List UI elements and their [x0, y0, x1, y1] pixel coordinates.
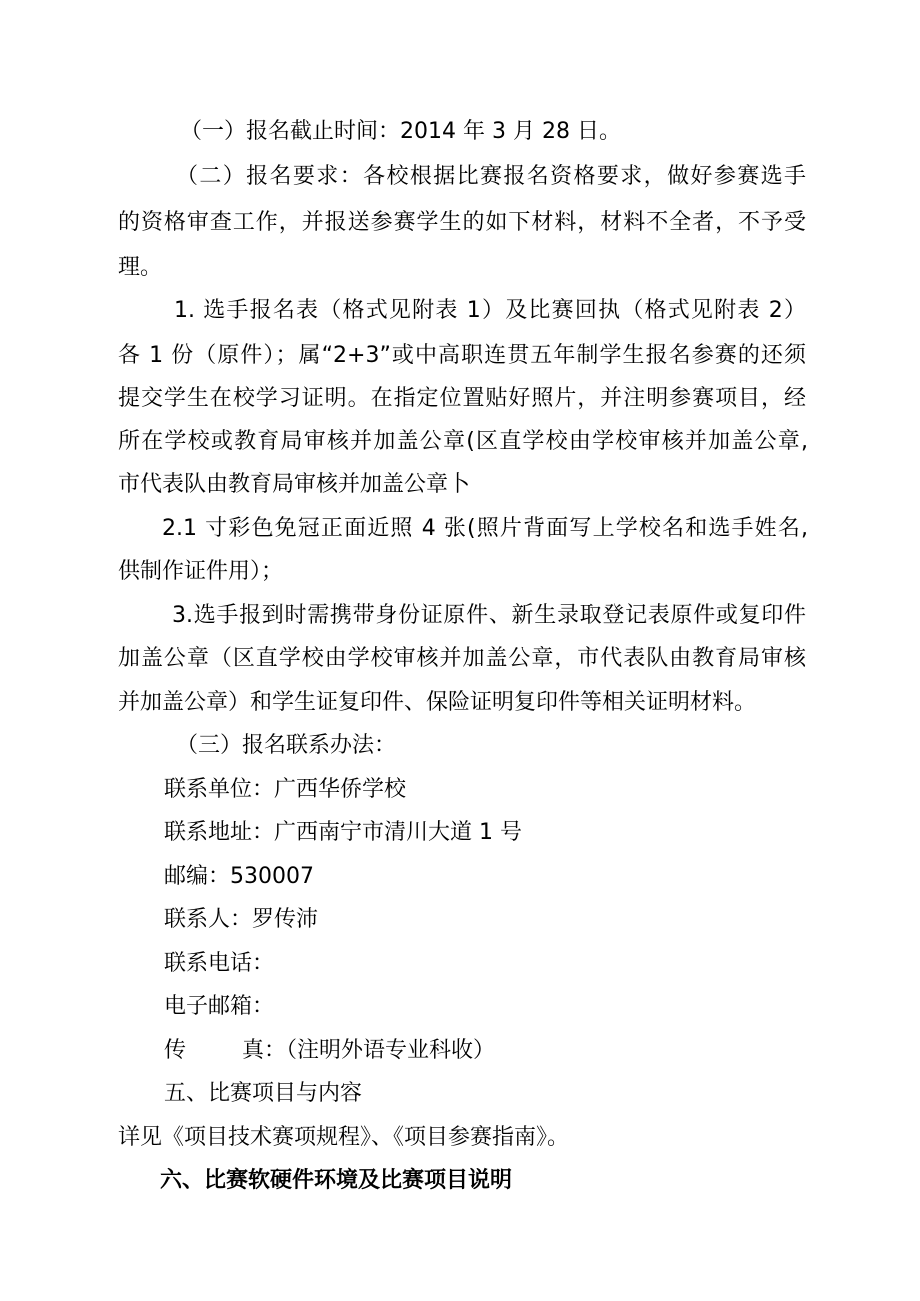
item1-line-3: 提交学生在校学习证明。在指定位置贴好照片，并注明参赛项目，经	[118, 386, 806, 411]
contact-unit: 联系单位：广西华侨学校	[164, 777, 407, 802]
deadline-line: （一）报名截止时间：2014 年 3 月 28 日。	[180, 119, 621, 144]
requirements-line-1: （二）报名要求：各校根据比赛报名资格要求，做好参赛选手	[176, 164, 806, 189]
item3-line-2: 加盖公章（区直学校由学校审核并加盖公章，市代表队由教育局审核	[118, 646, 806, 671]
item3-line-1: 3.选手报到时需携带身份证原件、新生录取登记表原件或复印件	[172, 603, 806, 628]
contact-heading: （三）报名联系办法：	[176, 733, 397, 758]
contact-person: 联系人：罗传沛	[164, 907, 319, 932]
section5-text: 详见《项目技术赛项规程》、《项目参赛指南》。	[118, 1125, 570, 1150]
contact-fax-label-2: 真：（注明外语专业科收）	[242, 1038, 496, 1063]
item2-line-2: 供制作证件用）；	[118, 559, 284, 584]
requirements-line-3: 理。	[118, 255, 163, 280]
item3-line-3: 并加盖公章）和学生证复印件、保险证明复印件等相关证明材料。	[118, 690, 757, 715]
section6-heading: 六、比赛软硬件环境及比赛项目说明	[160, 1168, 513, 1193]
item1-line-5: 市代表队由教育局审核并加盖公章卜	[118, 472, 471, 497]
contact-fax	[164, 1036, 495, 1066]
contact-postcode: 邮编：530007	[164, 864, 314, 889]
requirements-line-2: 的资格审查工作，并报送参赛学生的如下材料，材料不全者，不予受	[118, 210, 806, 235]
contact-phone: 联系电话：	[164, 951, 275, 976]
item1-line-2: 各 1 份（原件）；属“2+3”或中高职连贯五年制学生报名参赛的还须	[118, 343, 806, 368]
section5-heading: 五、比赛项目与内容	[164, 1081, 363, 1106]
contact-fax-label-1: 传	[164, 1038, 187, 1063]
item1-line-4: 所在学校或教育局审核并加盖公章(区直学校由学校审核并加盖公章,	[118, 429, 808, 454]
contact-address: 联系地址：广西南宁市清川大道 1 号	[164, 820, 522, 845]
contact-email: 电子邮箱：	[164, 994, 275, 1019]
item2-line-1: 2.1 寸彩色免冠正面近照 4 张(照片背面写上学校名和选手姓名,	[162, 516, 808, 541]
item1-line-1: 1. 选手报名表（格式见附表 1）及比赛回执（格式见附表 2）	[174, 298, 806, 323]
